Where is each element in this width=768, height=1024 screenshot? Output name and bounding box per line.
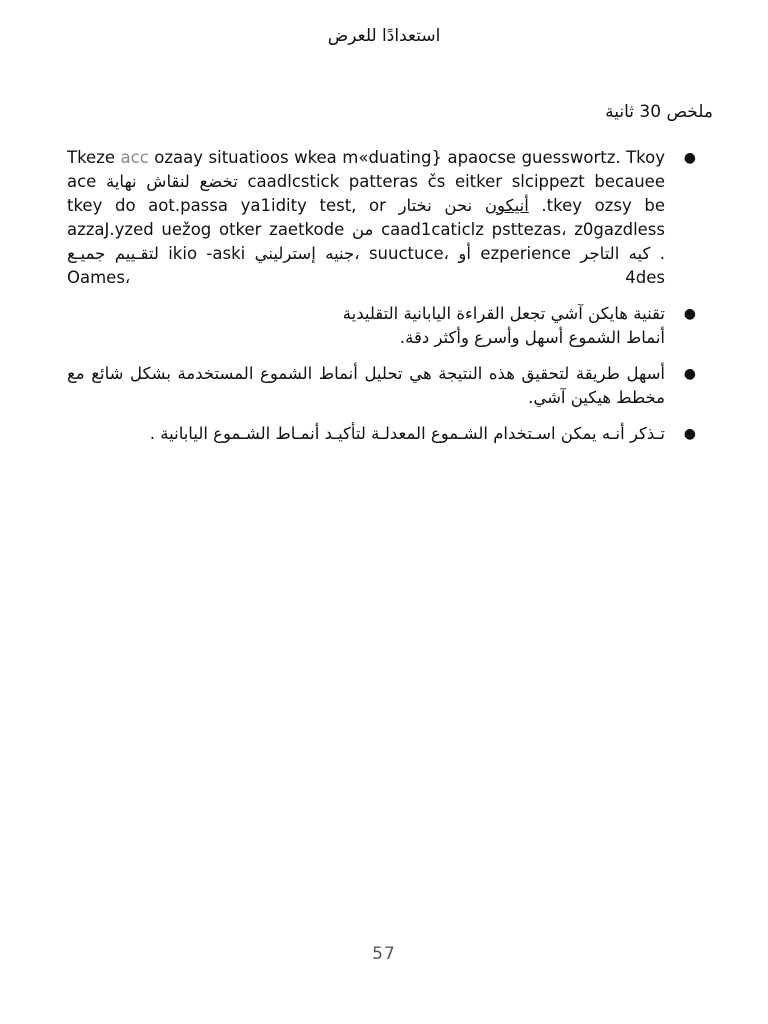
bullet-text-underlined: أنيكون: [484, 196, 529, 215]
bullet-text: [67, 302, 665, 350]
bullet-list: [67, 146, 696, 458]
bullet-dot-icon: ●: [683, 366, 696, 382]
bullet-dot-icon: ●: [683, 426, 696, 442]
bullet-text: تـذكر أنـه يمكن اسـتخدام الشـموع المعدلـة لتأكيـد أنمـاط الشـموع اليابانية .: [149, 424, 665, 443]
list-item: [67, 422, 696, 446]
bullet-text-gray: acc: [120, 148, 149, 167]
bullet-text-rest: نحن نختار .tkey ozsy be azzaJ.yzed uežog otker zaetkode من caad1caticlz psttezas، z0gazdless لتقـييم جميـع ikio -aski جنيه إسترليني، suuctuce، أو ezperience كيه التاجر . Oames، 4des: [67, 196, 666, 287]
bullet-dot-icon: ●: [683, 306, 696, 322]
section-title: ملخص 30 ثانية: [605, 102, 713, 122]
bullet-text-start: Tkeze: [67, 148, 116, 167]
bullet-text: [67, 146, 665, 290]
bullet-dot-icon: ●: [683, 150, 696, 166]
bullet-text-continued: ozaay situatioos wkea m«duating} apaocse guesswortz. Tkoy ace تخضع لنقاش نهاية caadlcstick patteras čs eitker slcippezt becauee tkey do aot.passa ya1idity test, or: [67, 148, 665, 215]
page-header-title: استعدادًا للعرض: [327, 26, 441, 46]
bullet-line-2: أنماط الشموع أسهل وأسرع وأكثر دقة.: [399, 328, 665, 347]
bullet-line-1: تقنية هايكن آشي تجعل القراءة اليابانية التقليدية: [342, 304, 665, 323]
list-item: [67, 302, 696, 350]
page-number: 57: [372, 944, 396, 964]
bullet-text: أسهل طريقة لتحقيق هذه النتيجة هي تحليل أنماط الشموع المستخدمة بشكل شائع مع مخطط هيكين آشي.: [67, 364, 665, 407]
list-item: [67, 362, 696, 410]
list-item: [67, 146, 696, 290]
